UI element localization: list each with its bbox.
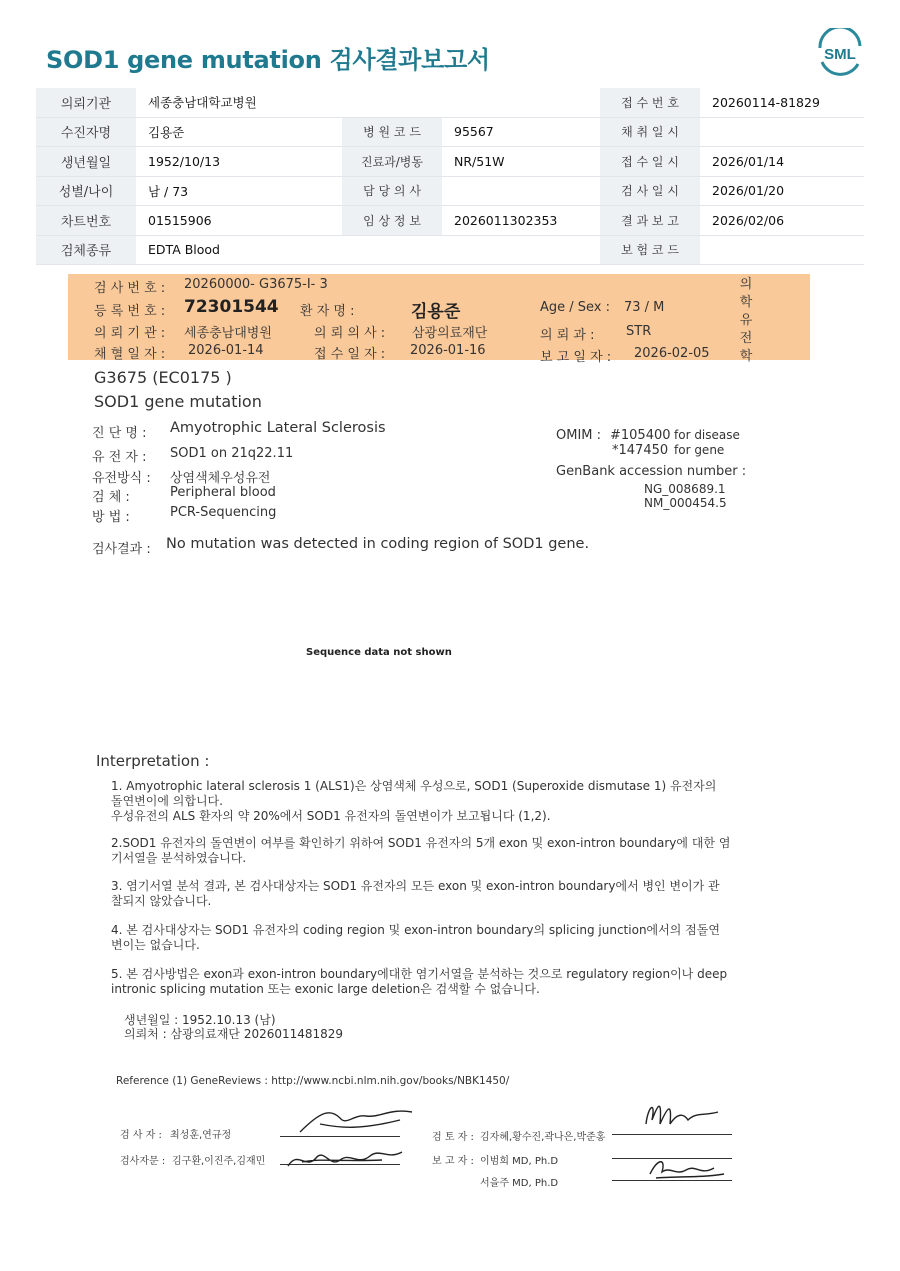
label-test-date: 검 사 일 시 [600,176,700,206]
label-birthdate: 생년월일 [36,147,136,177]
label-accession-no: 접 수 번 호 [600,88,700,117]
patient-label: 환 자 명 : [300,304,355,319]
specimen: Peripheral blood [170,485,276,500]
interpretation-p2: 2.SOD1 유전자의 돌연변이 여부를 확인하기 위하여 SOD1 유전자의 5개 exon 및 exon-intron boundary에 대한 염기서열을 분석하였습니다. [111,836,731,865]
reviewer-signature [638,1094,728,1134]
inheritance: 상염색체우성유전 [170,471,271,486]
org: 세종충남대병원 [184,326,272,341]
label-sex-age: 성별/나이 [36,176,136,206]
specimen-label: 검 체 : [92,490,130,505]
side-char: 학 [739,349,753,364]
patient-info-table [36,88,864,265]
test-no-label: 검 사 번 호 : [94,281,166,296]
value-specimen-type: EDTA Blood [136,235,600,265]
diag-label: 진 단 명 : [92,426,147,441]
dept-vertical-label [738,276,754,366]
side-char: 의 [739,277,753,292]
tester-names: 최성훈,연규정 [170,1130,232,1141]
requester: 삼광의료재단 [412,326,488,341]
reference: Reference (1) GeneReviews : http://www.ncbi.nlm.nih.gov/books/NBK1450/ [116,1075,510,1087]
omim-disease: #105400 [610,428,671,443]
inherit-label: 유전방식 : [92,471,151,486]
value-collection-date [700,117,864,147]
table-row [36,206,864,236]
report-date: 2026-02-05 [634,346,710,361]
requester-label: 의 뢰 의 사 : [314,326,386,341]
advisor-label: 검사자문 : [120,1156,166,1167]
age-sex-label: Age / Sex : [540,300,611,315]
omim-gene: *147450 [612,443,669,458]
omim-gene-note: for gene [674,443,725,457]
tester-signature [290,1104,420,1138]
label-collection-date: 채 취 일 시 [600,117,700,147]
dept: STR [626,324,652,339]
genbank-1: NG_008689.1 [644,482,726,496]
value-referring-org: 세종충남대학교병원 [136,88,600,117]
draw-date-label: 채 혈 일 자 : [94,347,166,362]
value-birthdate: 1952/10/13 [136,147,342,177]
reviewer-names: 김자혜,황수진,곽나은,박준홍 [480,1132,606,1143]
label-report-date: 결 과 보 고 [600,206,700,236]
test-code: G3675 (EC0175 ) [94,368,232,387]
label-hospital-code: 병 원 코 드 [342,117,442,147]
page-title: SOD1 gene mutation 검사결과보고서 [46,46,490,74]
signature-line [612,1134,732,1135]
method: PCR-Sequencing [170,505,277,520]
value-test-date: 2026/01/20 [700,176,864,206]
gene-title: SOD1 gene mutation [94,392,262,411]
value-department: NR/51W [442,147,600,177]
referral-info: 의뢰처 : 삼광의료재단 2026011481829 [124,1027,344,1041]
reg-no-label: 등 록 번 호 : [94,304,166,319]
gene-label: 유 전 자 : [92,450,147,465]
value-physician [442,176,600,206]
label-physician: 담 당 의 사 [342,176,442,206]
reporter-1: 이범희 MD, Ph.D [480,1156,559,1167]
label-patient-name: 수진자명 [36,117,136,147]
value-patient-name: 김용준 [136,117,342,147]
recv-date: 2026-01-16 [410,343,486,358]
report-header-band [68,274,810,365]
omim-label: OMIM : [556,428,602,443]
logo-text: SML [824,46,856,63]
method-label: 방 법 : [92,510,130,525]
value-insurance-code [700,235,864,265]
genbank-2: NM_000454.5 [644,496,727,510]
interpretation-p4: 4. 본 검사대상자는 SOD1 유전자의 coding region 및 exon-intron boundary의 splicing junction에서의 점돌연변이는 없습니다. [111,923,720,952]
recv-date-label: 접 수 일 자 : [314,347,386,362]
tester-label: 검 사 자 : [120,1130,162,1141]
value-sex-age: 남 / 73 [136,176,342,206]
value-report-date: 2026/02/06 [700,206,864,236]
result-label: 검사결과 : [92,542,151,557]
reporter-label: 보 고 자 : [432,1156,474,1167]
table-row [36,235,864,265]
table-row [36,117,864,147]
advisor-signature [282,1140,412,1176]
sml-logo [812,28,868,78]
table-row [36,147,864,177]
value-hospital-code: 95567 [442,117,600,147]
interpretation-p3: 3. 염기서열 분석 결과, 본 검사대상자는 SOD1 유전자의 모든 exon 및 exon-intron boundary에서 병인 변이가 관찰되지 않았습니다. [111,879,720,908]
label-department: 진료과/병동 [342,147,442,177]
interpretation-p1 [111,779,731,824]
scanned-report [0,268,900,1268]
reg-no: 72301544 [184,297,279,317]
value-clinical-info: 2026011302353 [442,206,600,236]
draw-date: 2026-01-14 [188,343,264,358]
side-char: 유 [739,313,753,328]
table-row [36,176,864,206]
result-text: No mutation was detected in coding region of SOD1 gene. [166,536,590,552]
report-date-label: 보 고 일 자 : [540,350,612,365]
side-char: 학 [739,295,753,310]
value-received-date: 2026/01/14 [700,147,864,177]
value-accession-no: 20260114-81829 [700,88,864,117]
test-no: 20260000- G3675-I- 3 [184,277,328,292]
reviewer-label: 검 토 자 : [432,1132,474,1143]
birth-info: 생년월일 : 1952.10.13 (남) [124,1013,276,1027]
diagnosis: Amyotrophic Lateral Sclerosis [170,420,386,436]
label-referring-org: 의뢰기관 [36,88,136,117]
org-label: 의 뢰 기 관 : [94,326,166,341]
advisor-names: 김구환,이진주,김재민 [172,1156,266,1167]
sequence-note: Sequence data not shown [306,647,452,658]
table-row [36,88,864,117]
age-sex: 73 / M [624,300,665,315]
value-chart-no: 01515906 [136,206,342,236]
omim-disease-note: for disease [674,428,740,442]
side-char: 전 [739,331,753,346]
label-clinical-info: 임 상 정 보 [342,206,442,236]
label-chart-no: 차트번호 [36,206,136,236]
interpretation-p5: 5. 본 검사방법은 exon과 exon-intron boundary에대한 염기서열을 분석하는 것으로 regulatory region이나 deep intronic splicing mutation 또는 exonic large deletion은 검색할 수 없습니다. [111,967,728,996]
paragraph-text: 우성유전의 ALS 환자의 약 20%에서 SOD1 유전자의 돌연변이가 보고됩니다 (1,2). [111,809,551,823]
genbank-label: GenBank accession number : [556,464,747,479]
reporter-2: 서을주 MD, Ph.D [480,1178,559,1189]
interpretation-title: Interpretation : [96,752,210,770]
paragraph-text: 1. Amyotrophic lateral sclerosis 1 (ALS1)은 상염색체 우성으로, SOD1 (Superoxide dismutase 1) 유전자의 돌연변이에 의합니다. [111,779,717,808]
dept-label: 의 뢰 과 : [540,328,595,343]
label-received-date: 접 수 일 시 [600,147,700,177]
label-insurance-code: 보 험 코 드 [600,235,700,265]
gene-locus: SOD1 on 21q22.11 [170,446,294,461]
reporter-signature [640,1152,730,1182]
patient-name: 김용준 [411,302,461,322]
label-specimen-type: 검체종류 [36,235,136,265]
